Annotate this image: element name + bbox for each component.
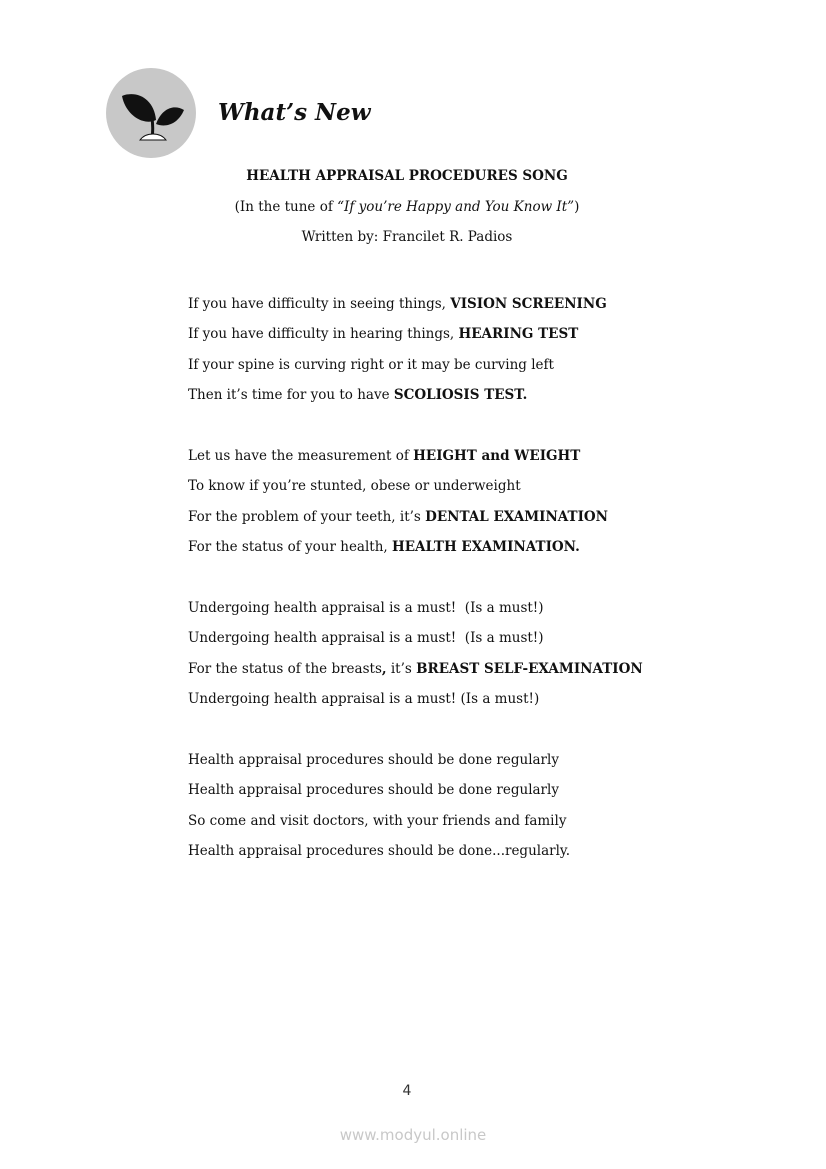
lyric-text: For the problem of your teeth, it’s — [188, 508, 426, 525]
lyric-emphasis: DENTAL EXAMINATION — [425, 508, 609, 525]
lyric-text: Health appraisal procedures should be done regularly — [188, 782, 559, 799]
lyric-line — [188, 684, 643, 714]
watermark: www.modyul.online — [339, 1126, 487, 1144]
section-heading: What’s New — [218, 99, 371, 126]
lyric-emphasis: HEARING TEST — [458, 326, 579, 343]
lyric-emphasis: SCOLIOSIS TEST. — [393, 387, 528, 404]
lyric-line — [188, 623, 643, 653]
lyric-text: So come and visit doctors, with your friends and family — [188, 812, 567, 829]
lyric-text: If you have difficulty in hearing things, — [188, 326, 459, 343]
lyric-emphasis: HEIGHT and WEIGHT — [413, 448, 581, 465]
song-lyrics — [188, 289, 643, 897]
song-author: Written by: Francilet R. Padios — [301, 229, 513, 245]
lyric-line — [188, 806, 643, 836]
lyric-emphasis: BREAST SELF-EXAMINATION — [416, 660, 643, 677]
lyric-text: Undergoing health appraisal is a must! (Is a must!) — [188, 600, 544, 617]
lyric-line — [188, 775, 643, 805]
song-tune — [0, 199, 814, 215]
lyric-text: it’s — [386, 660, 417, 677]
lyric-line — [188, 502, 643, 532]
lyric-line — [188, 441, 643, 471]
lyric-text: Then it’s time for you to have — [188, 387, 394, 404]
lyric-line — [188, 289, 643, 319]
lyric-line — [188, 532, 643, 562]
lyric-line — [188, 380, 643, 410]
stanza — [188, 289, 643, 411]
stanza — [188, 441, 643, 563]
tune-name: “If you’re Happy and You Know It” — [337, 199, 575, 215]
sprout-icon — [106, 68, 196, 158]
stanza — [188, 745, 643, 867]
lyric-line — [188, 745, 643, 775]
lyric-text: Undergoing health appraisal is a must! (Is a must!) — [188, 630, 544, 647]
lyric-text: For the status of the breasts — [188, 660, 382, 677]
lyric-emphasis: VISION SCREENING — [450, 296, 607, 312]
song-title: HEALTH APPRAISAL PROCEDURES SONG — [246, 168, 568, 184]
lyric-emphasis: , — [381, 660, 387, 677]
lyric-text: If you have difficulty in seeing things, — [188, 296, 451, 312]
lyric-text: Health appraisal procedures should be done...regularly. — [188, 843, 571, 860]
lyric-text: Let us have the measurement of — [188, 448, 414, 465]
tune-suffix: ) — [574, 199, 580, 215]
lyric-line — [188, 319, 643, 349]
tune-prefix: (In the tune of — [234, 199, 338, 215]
lyric-line — [188, 654, 643, 684]
lyric-line — [188, 593, 643, 623]
lyric-line — [188, 836, 643, 866]
lyric-text: For the status of your health, — [188, 539, 393, 556]
lyric-text: If your spine is curving right or it may be curving left — [188, 356, 554, 373]
stanza — [188, 593, 643, 715]
lyric-text: To know if you’re stunted, obese or underweight — [188, 478, 521, 495]
lyric-text: Undergoing health appraisal is a must! (Is a must!) — [188, 691, 540, 708]
lyric-text: Health appraisal procedures should be done regularly — [188, 752, 559, 769]
lyric-line — [188, 471, 643, 501]
lyric-line — [188, 350, 643, 380]
lyric-emphasis: HEALTH EXAMINATION. — [392, 539, 580, 556]
page-number: 4 — [402, 1083, 412, 1099]
